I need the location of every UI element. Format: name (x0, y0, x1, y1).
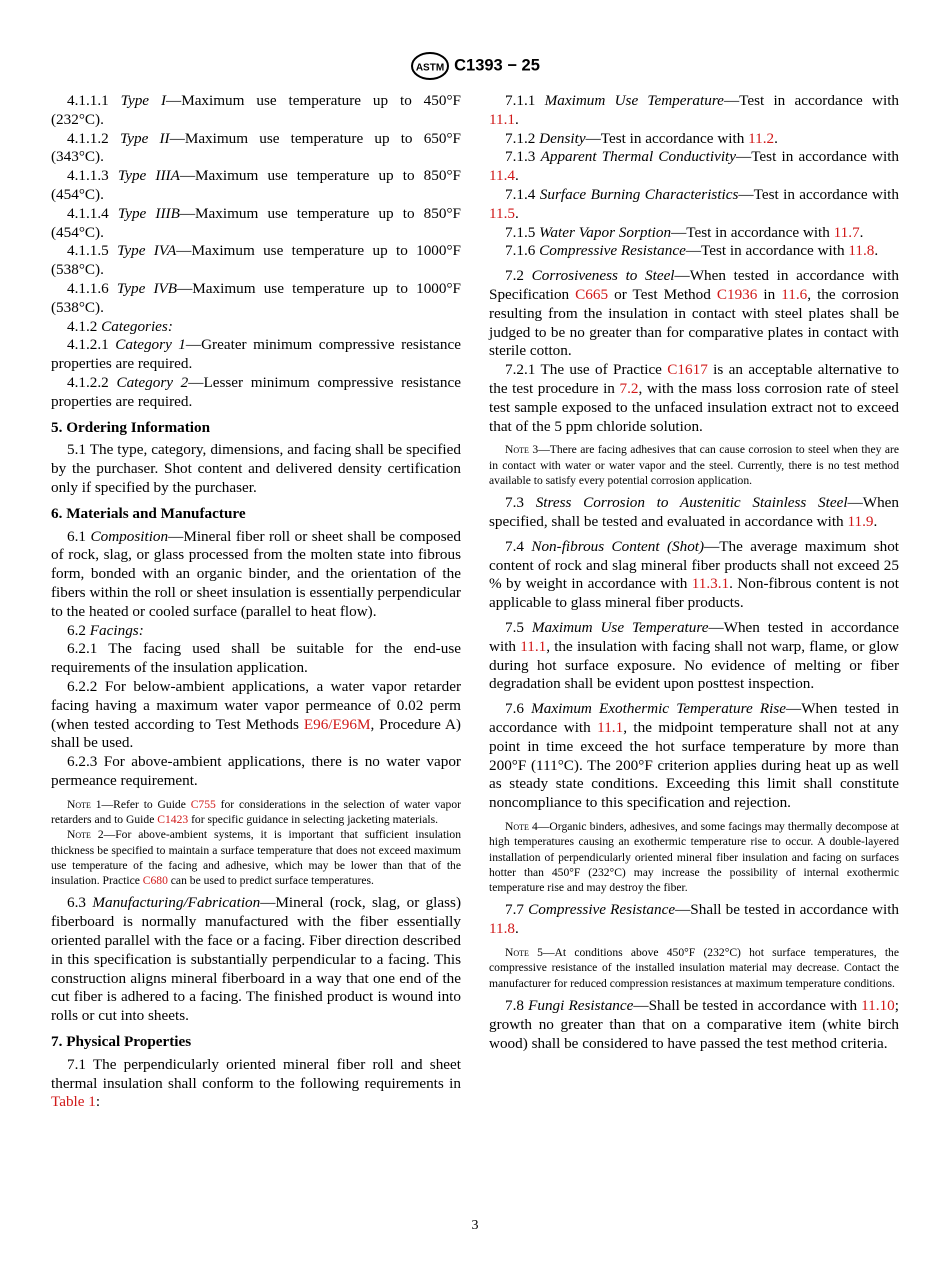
section-6-2-2: 6.2.2 For below-ambient applications, a water vapor retarder facing having a maximum water vapor permeance of 0.02 perm (when tested according to Test Methods E96/E96M, Procedure A) shall be used. (51, 677, 462, 752)
link-11-5[interactable]: 11.5 (489, 204, 516, 222)
heading-materials-manufacture: 6. Materials and Manufacture (51, 504, 246, 522)
section-7-6: 7.6 Maximum Exothermic Temperature Rise—When tested in accordance with 11.1, the midpoint temperature shall not at any point in time exceed the hot surface temperature by more than 200°F (111°C). The 200°F criterion applies during heat up as well as steady state conditions. Exceeding this limit shall constitute noncompliance to this specification and rejection. (489, 700, 899, 812)
link-11-6[interactable]: 11.6 (781, 285, 808, 303)
astm-logo-text: ASTM (415, 62, 445, 74)
link-11-2[interactable]: 11.2 (748, 129, 775, 147)
section-7-1-6: 7.1.6 Compressive Resistance—Test in accordance with 11.8. (505, 242, 879, 260)
section-6-2-1: 6.2.1 The facing used shall be suitable for the end-use requirements of the insulation application. (51, 640, 461, 677)
section-7-1-5: 7.1.5 Water Vapor Sorption—Test in accordance with 11.7. (505, 223, 864, 241)
section-4-1-2-2: 4.1.2.2 Category 2—Lesser minimum compressive resistance properties are required. (51, 373, 462, 410)
link-11-4[interactable]: 11.4 (489, 167, 516, 185)
link-11-8-b[interactable]: 11.8 (489, 920, 516, 938)
link-11-1-b[interactable]: 11.1 (520, 637, 547, 655)
link-11-7[interactable]: 11.7 (833, 223, 860, 241)
section-7-1-3: 7.1.3 Apparent Thermal Conductivity—Test in accordance with 11.4. (489, 148, 900, 185)
link-e96[interactable]: E96/E96M (303, 715, 371, 733)
link-11-1-c[interactable]: 11.1 (597, 719, 624, 736)
section-6-3: 6.3 Manufacturing/Fabrication—Mineral (rock, slag, or glass) fiberboard is normally manufactured with the fiber essentially oriented parallel with the face or a facing. Fiber direction described in this specification is substantially perpendicular to a facing. This construction aligns mineral fiberboard in a way that one end of the cut fiber is adhered to a facing. The finished product is wound into rolls or cut into sheets. (51, 894, 462, 1025)
section-4-1-1-6: 4.1.1.6 Type IVB—Maximum use temperature up to 1000°F (538°C). (51, 279, 461, 316)
section-7-1-4: 7.1.4 Surface Burning Characteristics—Test in accordance with 11.5. (489, 185, 899, 222)
section-7-2: 7.2 Corrosiveness to Steel—When tested in accordance with Specification C665 or Test Method C1936 in 11.6, the corrosion resulting from the insulation in contact with steel plates shall be judged to be no greater than for comparative plates in contact with sterile cotton. (489, 267, 899, 360)
section-4-1-1-2: 4.1.1.2 Type II—Maximum use temperature up to 650°F (343°C). (51, 129, 461, 166)
section-7-1-2: 7.1.2 Density—Test in accordance with 11.2. (505, 129, 778, 147)
section-7-2-1: 7.2.1 The use of Practice C1617 is an acceptable alternative to the test procedure in 7.2, with the mass loss corrosion rate of steel test sample exposed to the unfaced insulation extract not to exceed that of the 5 ppm chloride solution. (489, 361, 900, 435)
link-11-10[interactable]: 11.10 (861, 996, 895, 1014)
section-4-1-1-5: 4.1.1.5 Type IVA—Maximum use temperature up to 1000°F (538°C). (51, 242, 461, 279)
section-6-2: 6.2 Facings: (67, 621, 144, 639)
link-11-3-1[interactable]: 11.3.1 (691, 575, 730, 593)
left-column (51, 92, 461, 1112)
link-c1936[interactable]: C1936 (716, 285, 758, 303)
link-c1423[interactable]: C1423 (157, 812, 189, 826)
note-4: Note 4—Organic binders, adhesives, and some facings may thermally decompose at high temperatures causing an exothermic temperature rise to occur. A double-layered installation of perpendicularly oriented mineral fiber insulation and facing on surfaces hotter than 450°F (232°C) may increase the possibility of internal exothermic temperature rise and may destroy the fiber. (489, 819, 899, 895)
right-column (489, 92, 899, 1053)
link-11-8[interactable]: 11.8 (848, 242, 875, 260)
note-3: Note 3—There are facing adhesives that can cause corrosion to steel when they are in contact with water or water vapor and the steel. Currently, there is no test method available to satisfy every potential corrosion application. (489, 443, 899, 487)
link-c680[interactable]: C680 (142, 874, 168, 888)
section-4-1-1-4: 4.1.1.4 Type IIIB—Maximum use temperature up to 850°F (454°C). (51, 204, 461, 241)
note-2: Note 2—For above-ambient systems, it is important that sufficient insulation thickness be specified to maintain a surface temperature that does not exceed maximum use temperature of the facing and adhesive, which may be lower than that of the insulation. Practice C680 can be used to predict surface temperatures. (51, 828, 461, 888)
section-7-3: 7.3 Stress Corrosion to Austenitic Stainless Steel—When specified, shall be tested and evaluated in accordance with 11.9. (489, 494, 900, 531)
section-7-1-1: 7.1.1 Maximum Use Temperature—Test in accordance with 11.1. (489, 92, 900, 128)
section-6-1: 6.1 Composition—Mineral fiber roll or sheet shall be composed of rock, slag, or glass processed from the molten state into fibrous form, bonded with an organic binder, and the orientation of the fibers within the roll or sheet insulation is essentially perpendicular to the heated or cooled surface (parallel to heat flow). (51, 527, 462, 620)
section-7-5: 7.5 Maximum Use Temperature—When tested in accordance with 11.1, the insulation with facing shall not warp, flame, or glow during hot surface exposure. No evidence of melting or fiber degradation shall be evident upon posttest inspection. (489, 619, 899, 693)
astm-logo-icon (410, 50, 450, 82)
link-11-1[interactable]: 11.1 (489, 110, 516, 128)
link-7-2[interactable]: 7.2 (619, 379, 639, 397)
note-5: Note 5—At conditions above 450°F (232°C) hot surface temperatures, the compressive resistance of the installed insulation material may decrease. Contact the manufacturer for reduced compression resistances at maximum temperature conditions. (489, 946, 899, 990)
note-1: Note 1—Refer to Guide C755 for considerations in the selection of water vapor retarders and to Guide C1423 for specific guidance in selecting jacketing materials. (51, 797, 462, 826)
section-5-1: 5.1 The type, category, dimensions, and facing shall be specified by the purchaser. Shot content and delivered density certification only if specified by the purchaser. (51, 441, 461, 496)
link-c1617[interactable]: C1617 (667, 361, 708, 379)
section-7-1: 7.1 The perpendicularly oriented mineral fiber roll and sheet thermal insulation shall conform to the following requirements in Table 1: (51, 1055, 462, 1111)
section-4-1-1-1: 4.1.1.1 Type I—Maximum use temperature up to 450°F (232°C). (51, 92, 461, 128)
heading-physical-properties: 7. Physical Properties (51, 1033, 192, 1051)
page-number: 3 (471, 1218, 479, 1233)
section-7-4: 7.4 Non-fibrous Content (Shot)—The average maximum shot content of rock and slag mineral fiber products shall not exceed 25 % by weight in accordance with 11.3.1. Non-fibrous content is not applicable to glass mineral fiber products. (489, 537, 900, 612)
document-id: C1393 − 25 (454, 56, 540, 75)
section-4-1-2-1: 4.1.2.1 Category 1—Greater minimum compressive resistance properties are required. (51, 336, 461, 373)
heading-ordering-information: 5. Ordering Information (51, 418, 211, 436)
section-4-1-1-3: 4.1.1.3 Type IIIA—Maximum use temperature up to 850°F (454°C). (51, 167, 461, 203)
section-7-7: 7.7 Compressive Resistance—Shall be tested in accordance with 11.8. (489, 901, 900, 938)
link-table-1[interactable]: Table 1 (51, 1093, 96, 1111)
section-6-2-3: 6.2.3 For above-ambient applications, there is no water vapor permeance requirement. (51, 753, 461, 789)
section-4-1-2: 4.1.2 Categories: (67, 317, 173, 335)
link-c665[interactable]: C665 (575, 285, 609, 303)
link-c755[interactable]: C755 (190, 797, 216, 811)
section-7-8: 7.8 Fungi Resistance—Shall be tested in accordance with 11.10; growth no greater than that on a comparative item (white birch wood) shall be considered to have passed the test method criteria. (489, 996, 899, 1052)
link-11-9[interactable]: 11.9 (847, 513, 874, 531)
page-header (0, 50, 950, 82)
